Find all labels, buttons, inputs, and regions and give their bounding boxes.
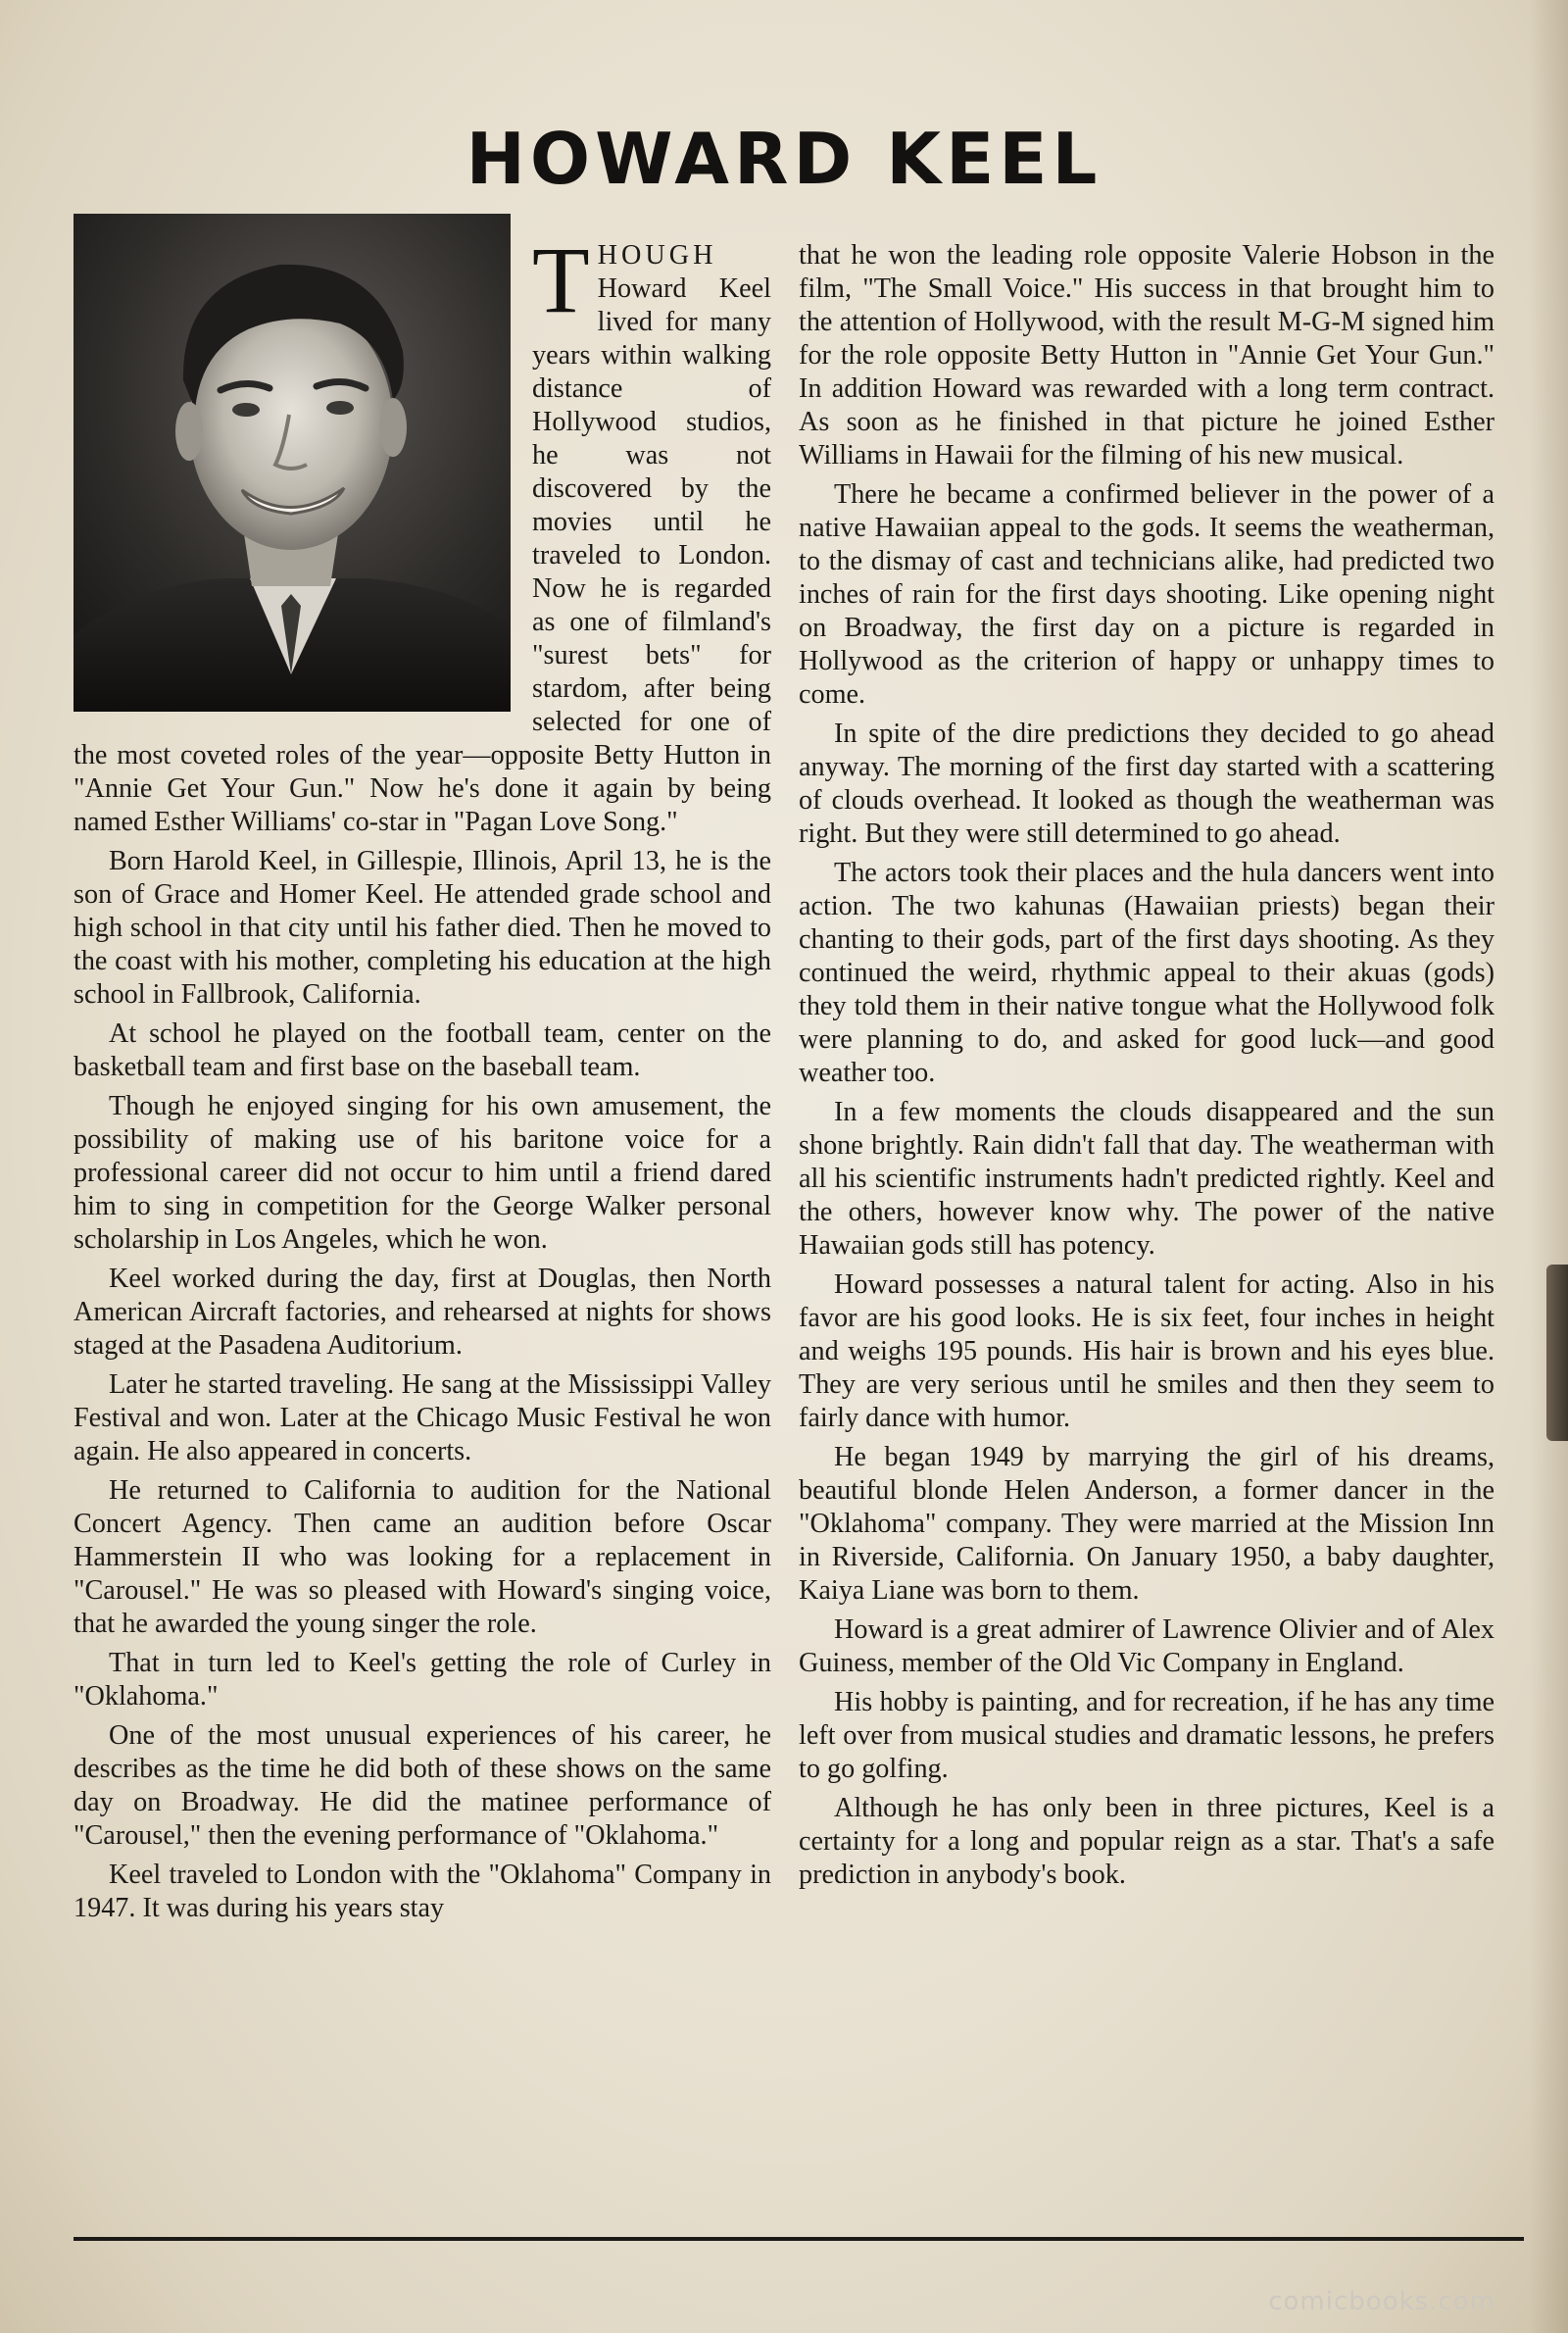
paragraph-right-9: Although he has only been in three pictures, Keel is a certainty for a long and popular reign as a star. That's a safe prediction in anybody's book. bbox=[799, 1793, 1494, 1890]
paragraph-right-8: His hobby is painting, and for recreation, if he has any time left over from musical studies and dramatic lessons, he prefers to go golfing. bbox=[799, 1687, 1494, 1784]
article-title: HOWARD KEEL bbox=[466, 118, 1102, 200]
paragraph-left-9: Keel traveled to London with the "Oklahoma" Company in 1947. It was during his years stay bbox=[74, 1860, 771, 1923]
paragraph-right-6: He began 1949 by marrying the girl of his dreams, beautiful blonde Helen Anderson, a former dancer in the "Oklahoma" company. They were married at the Mission Inn in Riverside, California. On January 1950, a baby daughter, Kaiya Liane was born to them. bbox=[799, 1442, 1494, 1606]
paragraph-right-3: The actors took their places and the hula dancers went into action. The two kahunas (Hawaiian priests) began their chanting to their gods, part of the first days shooting. As they continued the weird, rhythmic appeal to their akuas (gods) they told them in their native tongue what the Hollywood folk were planning to do, and asked for good luck—and good weather too. bbox=[799, 858, 1494, 1088]
paragraph-left-8: One of the most unusual experiences of his career, he describes as the time he did both of these shows on the same day on Broadway. He did the matinee performance of "Carousel," then the evening performance of "Oklahoma." bbox=[74, 1720, 771, 1851]
paragraph-right-2: In spite of the dire predictions they decided to go ahead anyway. The morning of the first day started with a scattering of clouds overhead. It looked as though the weatherman was right. But they were still determined to go ahead. bbox=[799, 719, 1494, 849]
paragraph-right-7: Howard is a great admirer of Lawrence Olivier and of Alex Guiness, member of the Old Vic Company in England. bbox=[799, 1614, 1494, 1678]
lead-word: HOUGH bbox=[597, 240, 717, 271]
right-column bbox=[799, 239, 1494, 1898]
paragraph-left-2: At school he played on the football team, center on the basketball team and first base on the baseball team. bbox=[74, 1018, 771, 1082]
paragraph-left-5: Later he started traveling. He sang at the Mississippi Valley Festival and won. Later at the Chicago Music Festival he won again. He also appeared in concerts. bbox=[74, 1369, 771, 1466]
page-edge-tab bbox=[1546, 1265, 1568, 1441]
paragraph-right-1: There he became a confirmed believer in the power of a native Hawaiian appeal to the gods. It seems the weatherman, to the dismay of cast and technicians alike, had predicted two inches of rain for the first days shooting. Like opening night on Broadway, the first day on a picture is regarded in Hollywood as the criterion of happy or unhappy times to come. bbox=[799, 479, 1494, 710]
bottom-rule bbox=[74, 2237, 1524, 2241]
portrait-photo-icon bbox=[74, 214, 511, 712]
page-edge-shadow bbox=[1529, 0, 1568, 2333]
paragraph-left-1: Born Harold Keel, in Gillespie, Illinois, April 13, he is the son of Grace and Homer Keel. He attended grade school and high school in that city until his father died. Then he moved to the coast with his mother, completing his education at the high school in Fallbrook, California. bbox=[74, 846, 771, 1010]
left-column bbox=[74, 227, 771, 1931]
lead-text: Howard Keel lived for many years within walking distance of Hollywood studios, he was not discovered by the movies until he traveled to London. Now he is regarded as one of filmland's "surest bets" for stardom, after being selected for one of the most coveted roles of the year—opposite Betty Hutton in "Annie Get Your Gun." Now he's done it again by being named Esther Williams' co-star in "Pagan Love Song." bbox=[74, 273, 771, 837]
paragraph-right-continuation: that he won the leading role opposite Valerie Hobson in the film, "The Small Voice." His success in that brought him to the attention of Hollywood, with the result M-G-M signed him for the role opposite Betty Hutton in "Annie Get Your Gun." In addition Howard was rewarded with a long term contract. As soon as he finished in that picture he joined Esther Williams in Hawaii for the filming of his new musical. bbox=[799, 240, 1494, 471]
drop-cap: T bbox=[532, 227, 590, 332]
watermark: comicbooks.com bbox=[1268, 2287, 1495, 2316]
paragraph-left-3: Though he enjoyed singing for his own amusement, the possibility of making use of his baritone voice for a professional career did not occur to him until a friend dared him to sing in competition for the George Walker personal scholarship in Los Angeles, which he won. bbox=[74, 1091, 771, 1255]
paragraph-left-4: Keel worked during the day, first at Douglas, then North American Aircraft factories, and rehearsed at nights for shows staged at the Pasadena Auditorium. bbox=[74, 1264, 771, 1361]
paragraph-right-4: In a few moments the clouds disappeared and the sun shone brightly. Rain didn't fall that day. The weatherman with all his scientific instruments hadn't predicted rightly. Keel and the others, however know why. The power of the native Hawaiian gods still has potency. bbox=[799, 1097, 1494, 1261]
paragraph-left-6: He returned to California to audition for the National Concert Agency. Then came an audition before Oscar Hammerstein II who was looking for a replacement in "Carousel." He was so pleased with Howard's singing voice, that he awarded the young singer the role. bbox=[74, 1475, 771, 1639]
paragraph-left-7: That in turn led to Keel's getting the role of Curley in "Oklahoma." bbox=[74, 1648, 771, 1712]
paragraph-right-5: Howard possesses a natural talent for acting. Also in his favor are his good looks. He is six feet, four inches in height and weighs 195 pounds. His hair is brown and his eyes blue. They are very serious until he smiles and then they seem to fairly dance with humor. bbox=[799, 1269, 1494, 1433]
portrait-photo bbox=[74, 214, 511, 712]
